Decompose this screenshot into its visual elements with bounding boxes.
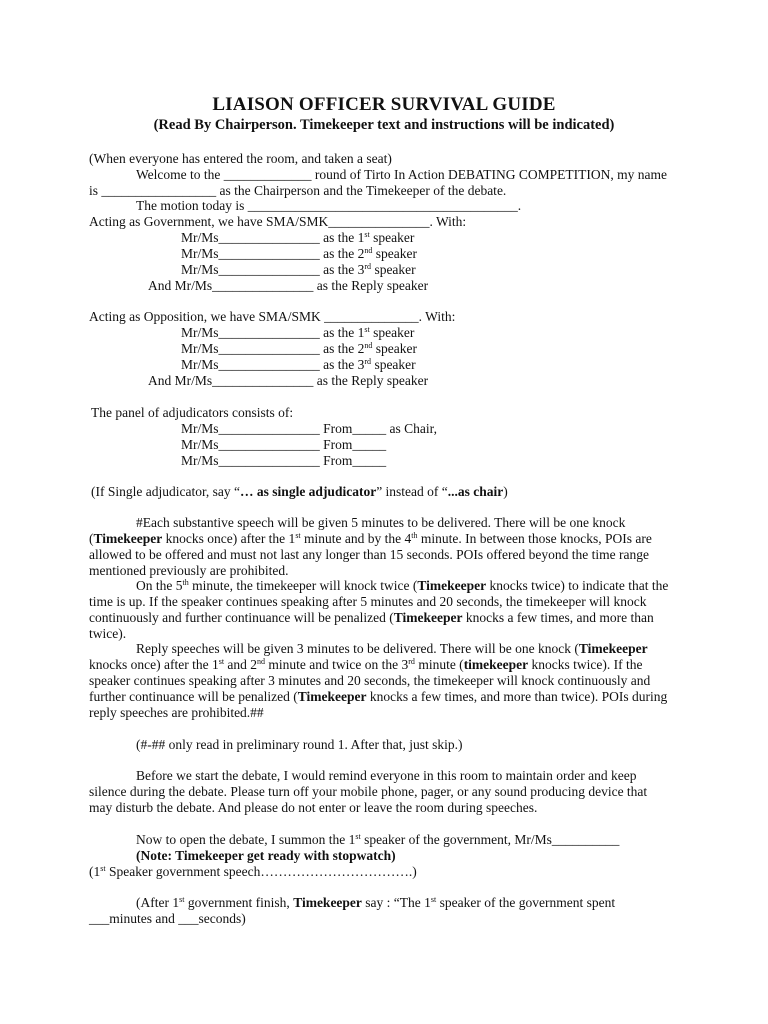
single-adjudicator-note: (If Single adjudicator, say “… as single adjudicator” instead of “...as chair)	[91, 484, 508, 499]
first-speech-line: (1st Speaker government speech…………………………….)	[89, 864, 417, 879]
government-speaker-1: Mr/Ms_______________ as the 1st speaker	[181, 230, 415, 245]
rules-p1-line2: (Timekeeper knocks once) after the 1st minute and by the 4th minute. In between those knocks, POIs are	[89, 531, 652, 546]
opposition-line: Acting as Opposition, we have SMA/SMK ______________. With:	[89, 309, 456, 324]
motion-blank: ________________________________________.	[247, 198, 522, 213]
rules-p2-line1: On the 5th minute, the timekeeper will knock twice (Timekeeper knocks twice) to indicate that the	[136, 578, 669, 593]
before-line2: silence during the debate. Please turn off your mobile phone, pager, or any sound producing device that	[89, 784, 648, 799]
welcome-line: Welcome to the _____________ round of Tirto In Action DEBATING COMPETITION, my name	[136, 167, 667, 182]
name-blank: _________________	[101, 183, 217, 198]
time-spent-line: ___minutes and ___seconds)	[89, 911, 246, 926]
rules-p3-line2: knocks once) after the 1st and 2nd minute and twice on the 3rd minute (timekeeper knocks twice). If the	[89, 657, 643, 672]
chairperson-line: is _________________ as the Chairperson and the Timekeeper of the debate.	[89, 183, 507, 198]
rules-p3-line1: Reply speeches will be given 3 minutes to be delivered. There will be one knock (Timekeeper	[136, 641, 648, 656]
adjudicator-2: Mr/Ms_______________ From_____	[181, 437, 387, 452]
adjudicator-3: Mr/Ms_______________ From_____	[181, 453, 387, 468]
adjudicator-1: Mr/Ms_______________ From_____ as Chair,	[181, 421, 437, 436]
rules-p1-line1: #Each substantive speech will be given 5 minutes to be delivered. There will be one knock	[136, 515, 626, 530]
opposition-school-blank: ______________	[324, 309, 419, 324]
rules-p1-line3: allowed to be offered and must not last any longer than 15 seconds. POIs offered beyond the time range	[89, 547, 649, 562]
before-line3: may disturb the debate. And please do not enter or leave the room during speeches.	[89, 800, 538, 815]
document-subtitle: (Read By Chairperson. Timekeeper text and instructions will be indicated)	[153, 117, 615, 133]
opposition-speaker-1: Mr/Ms_______________ as the 1st speaker	[181, 325, 415, 340]
round-blank: _____________	[223, 167, 312, 182]
opposition-reply-speaker: And Mr/Ms_______________ as the Reply speaker	[148, 373, 429, 388]
document-title: LIAISON OFFICER SURVIVAL GUIDE	[212, 94, 556, 115]
open-debate-line: Now to open the debate, I summon the 1st speaker of the government, Mr/Ms__________	[136, 832, 620, 847]
government-speaker-2: Mr/Ms_______________ as the 2nd speaker	[181, 246, 417, 261]
rules-p3-line4: further continuance will be penalized (Timekeeper knocks a few times, and more than twice). POIs during	[89, 689, 668, 704]
government-school-blank: _______________	[328, 214, 430, 229]
after-speech-line: (After 1st government finish, Timekeeper say : “The 1st speaker of the government spent	[136, 895, 616, 910]
opposition-speaker-3: Mr/Ms_______________ as the 3rd speaker	[181, 357, 416, 372]
rules-p3-line5: reply speeches are prohibited.##	[89, 705, 264, 720]
rules-p2-line2: time is up. If the speaker continues speaking after 5 minutes and 20 seconds, the timekeeper will knock	[89, 594, 647, 609]
government-reply-speaker: And Mr/Ms_______________ as the Reply speaker	[148, 278, 429, 293]
seating-note: (When everyone has entered the room, and taken a seat)	[89, 151, 392, 166]
preliminary-round-note: (#-## only read in preliminary round 1. After that, just skip.)	[136, 737, 463, 752]
government-speaker-3: Mr/Ms_______________ as the 3rd speaker	[181, 262, 416, 277]
motion-line: The motion today is ________________________________________.	[136, 198, 522, 213]
government-line: Acting as Government, we have SMA/SMK_______________. With:	[89, 214, 467, 229]
panel-heading: The panel of adjudicators consists of:	[91, 405, 294, 420]
rules-p2-line3: continuously and further continuance will be penalized (Timekeeper knocks a few times, and more than	[89, 610, 654, 625]
stopwatch-note: (Note: Timekeeper get ready with stopwatch)	[136, 848, 396, 863]
rules-p2-line4: twice).	[89, 626, 127, 641]
rules-p1-line4: mentioned previously are prohibited.	[89, 563, 289, 578]
before-line1: Before we start the debate, I would remind everyone in this room to maintain order and keep	[136, 768, 637, 783]
rules-p3-line3: speaker continues speaking after 3 minutes and 20 seconds, the timekeeper will knock continuously and	[89, 673, 651, 688]
opposition-speaker-2: Mr/Ms_______________ as the 2nd speaker	[181, 341, 417, 356]
